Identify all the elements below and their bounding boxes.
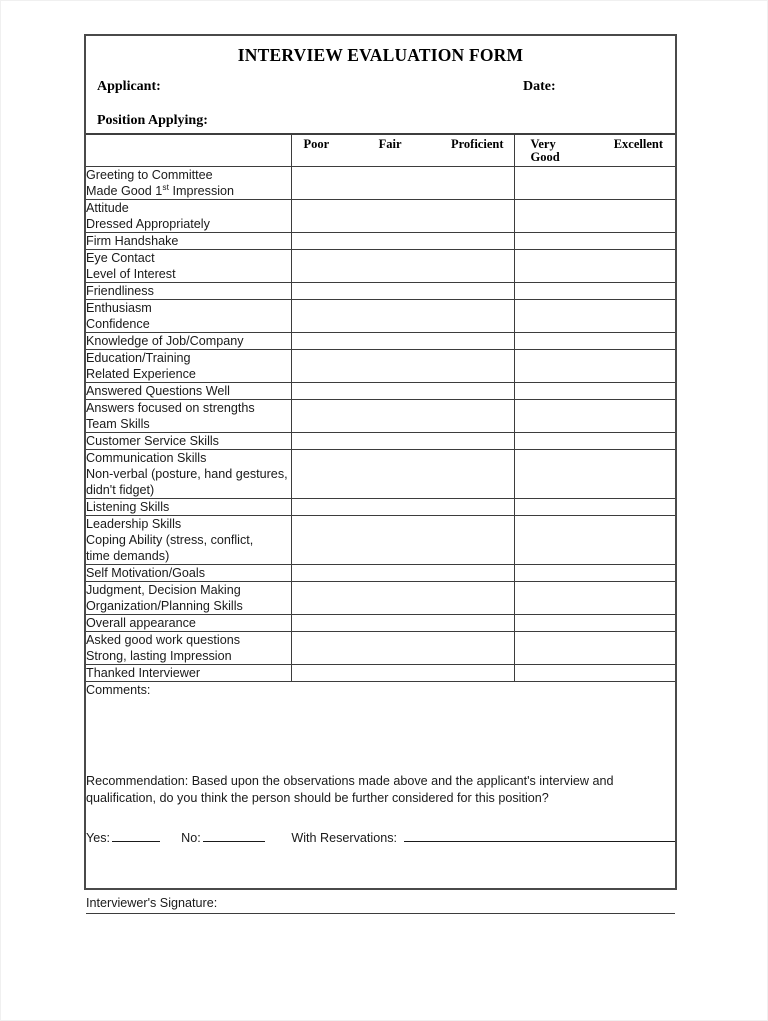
criteria-label-cell [86, 632, 291, 665]
criteria-line: Customer Service Skills [86, 434, 219, 448]
interviewer-signature-label: Interviewer's Signature: [86, 896, 218, 910]
date-label: Date: [523, 79, 556, 94]
table-row [86, 200, 675, 233]
rating-cell-mid[interactable] [291, 582, 514, 615]
with-reservations-label: With Reservations: [291, 831, 397, 845]
comments-row [86, 682, 675, 914]
table-row [86, 167, 675, 200]
criteria-line: Firm Handshake [86, 234, 179, 248]
table-row [86, 499, 675, 516]
criteria-line: Greeting to Committee [86, 168, 213, 182]
criteria-label-cell [86, 615, 291, 632]
criteria-line: Asked good work questions [86, 633, 241, 647]
criteria-label-cell [86, 250, 291, 283]
table-row [86, 400, 675, 433]
ordinal-suffix: st [162, 181, 169, 192]
criteria-line: time demands) [86, 549, 170, 563]
criteria-line: Related Experience [86, 367, 196, 381]
rating-table [86, 133, 675, 914]
page-title: INTERVIEW EVALUATION FORM [237, 45, 524, 65]
criteria-label-cell [86, 565, 291, 582]
rating-cell-high[interactable] [514, 250, 675, 283]
criteria-line: Knowledge of Job/Company [86, 334, 244, 348]
table-row [86, 565, 675, 582]
criteria-line: Strong, lasting Impression [86, 649, 232, 663]
criteria-line: didn't fidget) [86, 483, 155, 497]
criteria-line: Organization/Planning Skills [86, 599, 243, 613]
rating-cell-mid[interactable] [291, 632, 514, 665]
rating-cell-high[interactable] [514, 433, 675, 450]
rating-cell-mid[interactable] [291, 400, 514, 433]
comments-label: Comments: [86, 683, 151, 697]
grade-header-excellent: Excellent [613, 137, 663, 151]
interview-evaluation-form [84, 34, 677, 910]
criteria-line: Team Skills [86, 417, 150, 431]
table-row [86, 250, 675, 283]
criteria-line: Answers focused on strengths [86, 401, 255, 415]
rating-cell-mid[interactable] [291, 283, 514, 300]
table-row [86, 632, 675, 665]
applicant-label: Applicant: [97, 79, 161, 94]
criteria-line: Listening Skills [86, 500, 170, 514]
criteria-line: Dressed Appropriately [86, 217, 210, 231]
yes-label: Yes: [86, 831, 111, 845]
rating-cell-high[interactable] [514, 167, 675, 200]
criteria-label-cell [86, 400, 291, 433]
criteria-line: Answered Questions Well [86, 384, 230, 398]
criteria-label-cell [86, 350, 291, 383]
rating-cell-high[interactable] [514, 499, 675, 516]
table-row [86, 333, 675, 350]
rating-cell-mid[interactable] [291, 200, 514, 233]
table-row [86, 450, 675, 499]
criteria-line: Overall appearance [86, 616, 196, 630]
rating-table-body [86, 167, 675, 682]
rating-cell-high[interactable] [514, 400, 675, 433]
criteria-label-cell [86, 450, 291, 499]
high-grades-column-header [514, 134, 675, 167]
rating-cell-high[interactable] [514, 665, 675, 682]
rating-cell-mid[interactable] [291, 300, 514, 333]
rating-table-foot [86, 682, 675, 914]
criteria-line: Communication Skills [86, 451, 207, 465]
rating-cell-mid[interactable] [291, 665, 514, 682]
rating-cell-high[interactable] [514, 582, 675, 615]
criteria-label-cell [86, 333, 291, 350]
criteria-line: Leadership Skills [86, 517, 182, 531]
table-row [86, 233, 675, 250]
criteria-line: Friendliness [86, 284, 154, 298]
with-reservations-write-in-rule[interactable] [404, 830, 675, 842]
form-masthead [86, 36, 675, 133]
column-header-row [86, 134, 675, 167]
rating-cell-mid[interactable] [291, 333, 514, 350]
rating-cell-high[interactable] [514, 350, 675, 383]
criteria-line: Non-verbal (posture, hand gestures, [86, 467, 288, 481]
criteria-label-cell [86, 665, 291, 682]
criteria-line: Attitude [86, 201, 129, 215]
criteria-line: Coping Ability (stress, conflict, [86, 533, 254, 547]
criteria-label-cell [86, 283, 291, 300]
rating-cell-mid[interactable] [291, 565, 514, 582]
criteria-label-cell [86, 233, 291, 250]
decision-row [86, 830, 675, 845]
no-option[interactable] [181, 830, 265, 845]
position-applying-label: Position Applying: [97, 113, 208, 128]
criteria-line: Enthusiasm [86, 301, 152, 315]
rating-cell-high[interactable] [514, 233, 675, 250]
rating-cell-mid[interactable] [291, 615, 514, 632]
grade-header-poor: Poor [303, 137, 330, 151]
rating-cell-mid[interactable] [291, 499, 514, 516]
rating-cell-high[interactable] [514, 300, 675, 333]
criteria-label-cell [86, 582, 291, 615]
rating-cell-mid[interactable] [291, 450, 514, 499]
rating-cell-mid[interactable] [291, 167, 514, 200]
rating-cell-mid[interactable] [291, 516, 514, 565]
table-row [86, 283, 675, 300]
no-write-in-rule[interactable] [203, 830, 265, 842]
criteria-label-cell [86, 433, 291, 450]
rating-cell-high[interactable] [514, 283, 675, 300]
recommendation-text: Recommendation: Based upon the observations made above and the applicant's interview and qualification, do you think the person should be further considered for this position? [86, 774, 614, 805]
grade-header-fair: Fair [378, 137, 402, 151]
comments-section [86, 682, 675, 914]
yes-write-in-rule[interactable] [112, 830, 160, 842]
rating-cell-high[interactable] [514, 615, 675, 632]
table-row [86, 383, 675, 400]
criteria-line: Eye Contact [86, 251, 155, 265]
rating-cell-high[interactable] [514, 383, 675, 400]
criteria-line: Self Motivation/Goals [86, 566, 205, 580]
table-row [86, 433, 675, 450]
criteria-line: Confidence [86, 317, 150, 331]
criteria-label-cell [86, 499, 291, 516]
criteria-label-cell [86, 516, 291, 565]
criteria-column-header [86, 134, 291, 167]
rating-table-head [86, 134, 675, 167]
rating-cell-mid[interactable] [291, 250, 514, 283]
criteria-label-cell [86, 200, 291, 233]
table-row [86, 582, 675, 615]
table-row [86, 350, 675, 383]
rating-cell-high[interactable] [514, 516, 675, 565]
no-label: No: [181, 831, 201, 845]
criteria-line: Level of Interest [86, 267, 176, 281]
rating-cell-mid[interactable] [291, 350, 514, 383]
criteria-label-cell [86, 383, 291, 400]
rating-cell-high[interactable] [514, 200, 675, 233]
identity-row [86, 79, 675, 109]
criteria-line: Judgment, Decision Making [86, 583, 241, 597]
criteria-line: Thanked Interviewer [86, 666, 201, 680]
criteria-label-cell [86, 300, 291, 333]
table-row [86, 300, 675, 333]
with-reservations-option[interactable] [291, 830, 675, 845]
rating-cell-high[interactable] [514, 632, 675, 665]
criteria-line: Made Good 1st Impression [86, 181, 235, 198]
rating-cell-high[interactable] [514, 333, 675, 350]
rating-cell-high[interactable] [514, 450, 675, 499]
table-row [86, 665, 675, 682]
grade-header-very-good: Very Good [530, 137, 560, 165]
rating-cell-mid[interactable] [291, 233, 514, 250]
criteria-line: Education/Training [86, 351, 191, 365]
table-row [86, 615, 675, 632]
mid-grades-column-header [291, 134, 514, 167]
table-row [86, 516, 675, 565]
yes-option[interactable] [86, 830, 160, 845]
rating-cell-mid[interactable] [291, 433, 514, 450]
grade-header-proficient: Proficient [450, 137, 504, 151]
rating-cell-high[interactable] [514, 565, 675, 582]
rating-cell-mid[interactable] [291, 383, 514, 400]
criteria-label-cell [86, 167, 291, 200]
